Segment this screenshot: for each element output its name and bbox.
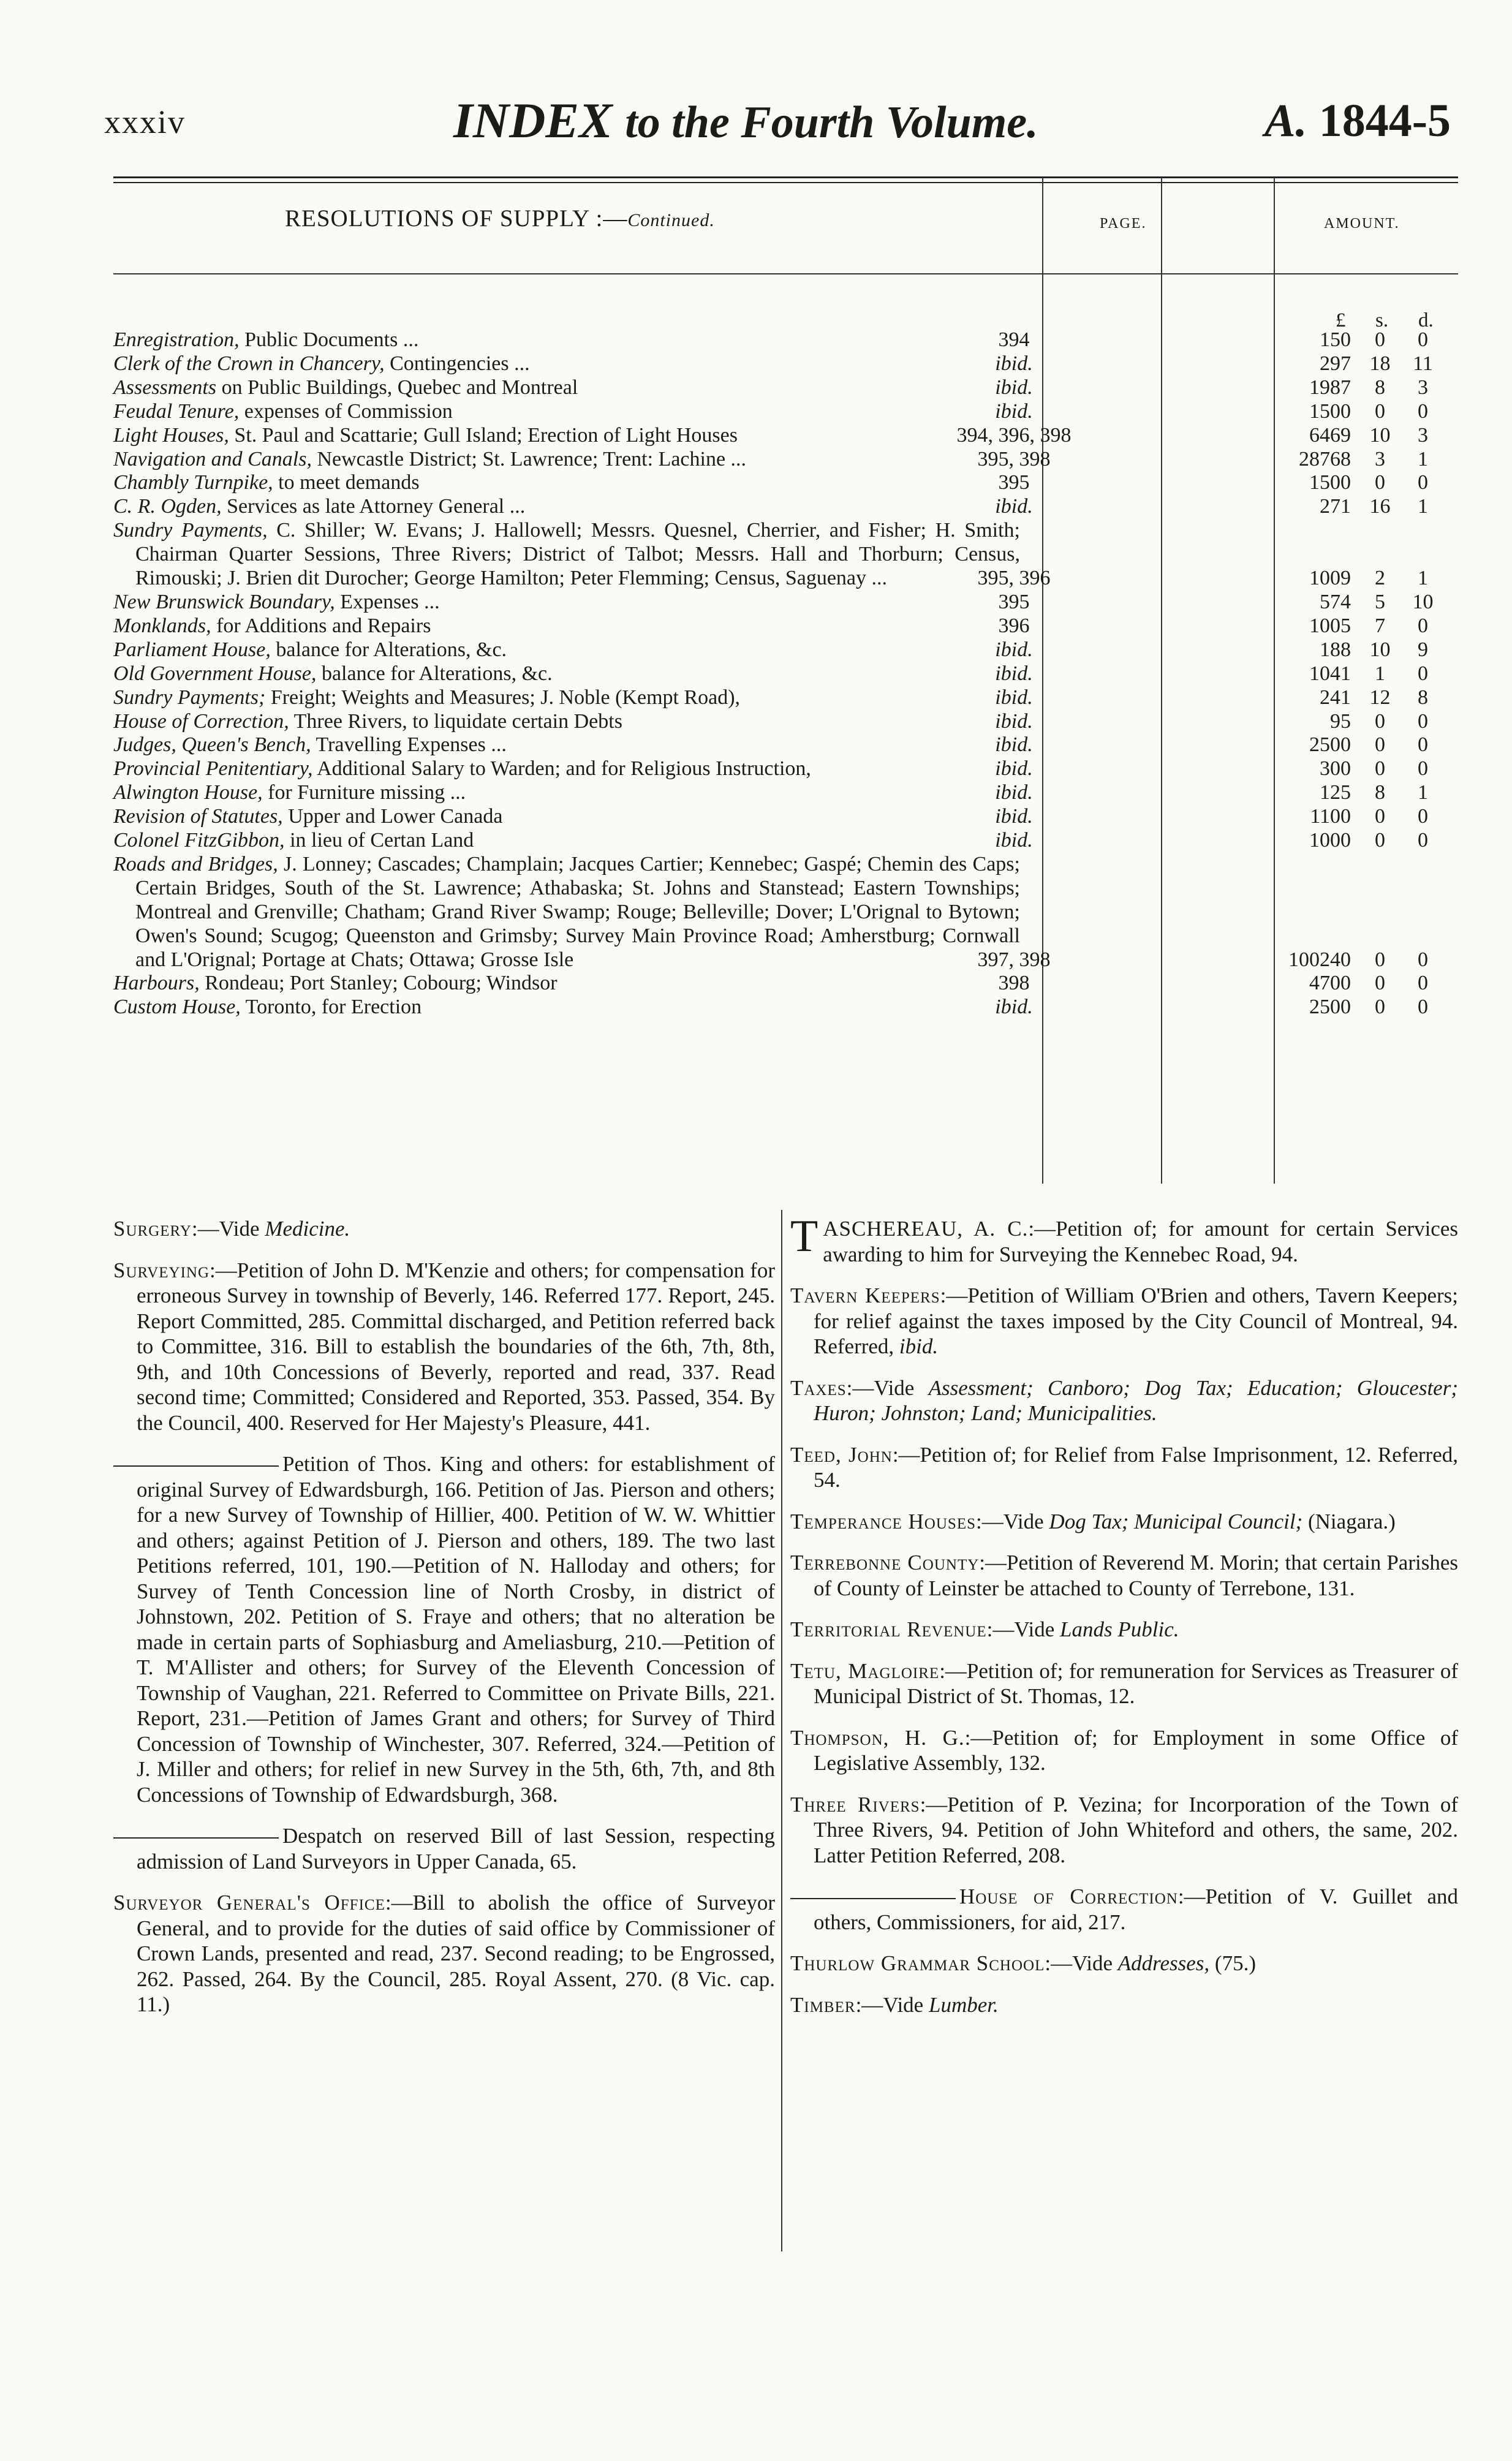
- entry-text: :—Vide: [191, 1217, 265, 1241]
- supply-row-text: for Furniture missing ...: [262, 781, 466, 804]
- entry-text: :—Vide: [1045, 1951, 1118, 1975]
- supply-row-description: [113, 328, 1020, 352]
- entry-heading: Temperance Houses: [790, 1509, 976, 1533]
- entry-text: :—Vide: [855, 1992, 929, 2017]
- entry-tail: (75.): [1209, 1951, 1256, 1975]
- supply-row: [113, 805, 1458, 829]
- supply-row: [113, 710, 1458, 734]
- entry-dash-rule: [113, 1465, 279, 1467]
- entry-reference-text: ibid.: [899, 1334, 939, 1358]
- supply-row: [113, 471, 1458, 495]
- supply-row: [113, 352, 1458, 376]
- supply-row-description: [113, 591, 1020, 614]
- supply-row-title: Chambly Turnpike,: [113, 471, 273, 494]
- supply-row-title: Roads and Bridges,: [113, 852, 278, 875]
- supply-row-shillings: 2: [1375, 567, 1385, 590]
- supply-row-pence: 0: [1418, 328, 1428, 351]
- supply-row: [113, 638, 1458, 662]
- supply-row-description: [113, 757, 1020, 781]
- supply-row-description: [113, 853, 1020, 972]
- supply-row-pounds: 100240: [1288, 948, 1351, 971]
- entry-heading: Surveying: [113, 1258, 210, 1282]
- entry-dash-rule: [790, 1898, 956, 1899]
- supply-row-description: [113, 686, 1020, 710]
- supply-row-pence: 10: [1412, 590, 1434, 613]
- entry-heading: Timber: [790, 1992, 856, 2017]
- title-index: INDEX: [453, 93, 613, 148]
- page-header: [86, 86, 1451, 159]
- index-entry: [790, 1442, 1458, 1493]
- entry-reference: [1049, 1510, 1302, 1533]
- entry-text: :—Vide: [986, 1617, 1060, 1641]
- supply-row-pounds: 188: [1320, 638, 1351, 661]
- supply-row-shillings: 0: [1375, 996, 1385, 1019]
- supply-row-pounds: 241: [1320, 686, 1351, 709]
- entry-text: :—Petition of; for remuneration for Services as Treasurer of Municipal District of St. Thomas, 12.: [814, 1658, 1458, 1708]
- supply-row-text: J. Lonney; Cascades; Champlain; Jacques Cartier; Kennebec; Gaspé; Chemin des Caps; Certain Bridges, South of the St. Lawrence; Athabaska; St. Johns and Stanstead; Eastern Townships; Montreal and Grenville; Chatham; Grand River Swamp; Rouge; Belleville; Dover; L'Orignal to Bytown; Owen's Sound; Scugog; Queenston and Grimsby; Survey Main Province Road; Amherstburg; Cornwall and L'Orignal; Portage at Chats; Ottawa; Grosse Isle: [135, 852, 1020, 971]
- supply-row-pounds: 1987: [1309, 376, 1351, 399]
- index-entry: [790, 1211, 1458, 1267]
- supply-row-shillings: 0: [1375, 972, 1385, 995]
- supply-row-page: ibid.: [995, 638, 1033, 661]
- supply-row-pence: 0: [1418, 948, 1428, 971]
- entry-text: :—Petition of William O'Brien and others, Tavern Keepers; for relief against the taxes imposed by the City Council of Montreal, 94. Referred,: [814, 1283, 1458, 1358]
- entry-reference-text: Addresses,: [1117, 1951, 1210, 1975]
- supply-row-pounds: 6469: [1309, 423, 1351, 447]
- supply-row: [113, 519, 1458, 591]
- entry-heading: Tavern Keepers: [790, 1283, 940, 1307]
- index-entry: [113, 1451, 775, 1807]
- supply-row: [113, 614, 1458, 638]
- supply-row-text: on Public Buildings, Quebec and Montreal: [216, 376, 578, 399]
- supply-row-text: balance for Alterations, &c.: [270, 638, 507, 661]
- supply-row-text: Travelling Expenses ...: [311, 733, 507, 757]
- supply-row-shillings: 3: [1375, 447, 1385, 471]
- supply-row-title: Alwington House,: [113, 781, 263, 804]
- entry-heading: Surgery: [113, 1217, 192, 1241]
- supply-row-page: 394: [998, 328, 1030, 351]
- table-header-rule: [113, 273, 1458, 274]
- supply-row-description: [113, 996, 1020, 1019]
- supply-row-text: Additional Salary to Warden; and for Religious Instruction,: [312, 757, 811, 781]
- supply-row-text: Upper and Lower Canada: [282, 805, 503, 828]
- supply-row-description: [113, 352, 1020, 376]
- supply-row: [113, 424, 1458, 448]
- supply-row-pounds: 125: [1320, 781, 1351, 804]
- supply-row-pounds: 2500: [1309, 996, 1351, 1019]
- supply-row-page: ibid.: [995, 686, 1033, 709]
- supply-row-page: ibid.: [995, 495, 1033, 518]
- entry-text: :—Petition of Reverend M. Morin; that certain Parishes of County of Leinster be attached to County of Terrebone, 131.: [814, 1551, 1458, 1600]
- supply-row-title: Old Government House,: [113, 662, 317, 685]
- supply-row-title: Harbours,: [113, 972, 200, 995]
- entry-reference-text: Lands Public.: [1060, 1617, 1179, 1641]
- supply-row: [113, 686, 1458, 710]
- supply-row-shillings: 12: [1369, 686, 1391, 709]
- supply-row-pence: 0: [1418, 709, 1428, 733]
- supply-row-description: [113, 614, 1020, 638]
- entry-text: :—Vide: [846, 1375, 929, 1400]
- supply-row-page: ibid.: [995, 805, 1033, 828]
- supply-row-text: C. Shiller; W. Evans; J. Hallowell; Messrs. Quesnel, Cherrier, and Fisher; H. Smith; Chairman Quarter Sessions, Three Rivers; District of Talbot; Messrs. Hall and Thorburn; Census, Rimouski; J. Brien dit Durocher; George Hamilton; Peter Flemming; Census, Saguenay ...: [135, 519, 1020, 590]
- index-entry: [790, 1375, 1458, 1426]
- entry-reference-text: Medicine.: [265, 1217, 350, 1241]
- supply-row-shillings: 7: [1375, 614, 1385, 637]
- supply-row: [113, 781, 1458, 805]
- supply-row: [113, 853, 1458, 972]
- entry-text: :—Bill to abolish the office of Surveyor General, and to provide for the duties of said office by Commissioner of Crown Lands, presented and read, 237. Second reading; to be Engrossed, 262. Passed, 264. By the Council, 285. Royal Assent, 270. (8 Vic. cap. 11.): [137, 1891, 775, 2016]
- entry-reference: [929, 1993, 999, 2017]
- entry-text: :—Petition of; for Employment in some Office of Legislative Assembly, 132.: [814, 1725, 1458, 1775]
- supply-row-shillings: 5: [1375, 590, 1385, 613]
- supply-row-pence: 3: [1418, 376, 1428, 399]
- supply-row: [113, 448, 1458, 472]
- supply-row-pounds: 1500: [1309, 399, 1351, 423]
- supply-row-pence: 0: [1418, 996, 1428, 1019]
- pence-header: d.: [1418, 309, 1434, 331]
- supply-row-title: Provincial Penitentiary,: [113, 757, 313, 781]
- supply-row-page: ibid.: [995, 733, 1033, 757]
- volume-year: [1264, 94, 1451, 148]
- supply-row-pence: 0: [1418, 662, 1428, 685]
- supply-row-page: ibid.: [995, 996, 1033, 1019]
- supply-row-page: ibid.: [995, 352, 1033, 375]
- entry-text: Despatch on reserved Bill of last Session, respecting admission of Land Surveyors in Upper Canada, 65.: [137, 1824, 775, 1873]
- supply-row-title: Sundry Payments,: [113, 519, 268, 542]
- supply-row-text: Services as late Attorney General ...: [221, 495, 526, 518]
- supply-row-page: 395: [998, 590, 1030, 613]
- supply-row-page: 395, 398: [977, 447, 1051, 471]
- supply-row-page: ibid.: [995, 709, 1033, 733]
- supply-row-page: 398: [998, 972, 1030, 995]
- supply-row: [113, 328, 1458, 352]
- supply-row-page: ibid.: [995, 781, 1033, 804]
- supply-row-pence: 1: [1418, 495, 1428, 518]
- entry-heading: ASCHEREAU, A. C.: [823, 1217, 1029, 1241]
- supply-row-text: for Additions and Repairs: [211, 614, 431, 637]
- supply-row-pence: 0: [1418, 471, 1428, 494]
- supply-row-page: 394, 396, 398: [956, 423, 1072, 447]
- entry-text: Petition of Thos. King and others: for establishment of original Survey of Edwardsburgh, 166. Petition of Jas. Pierson and others; for a new Survey of Township of Hillier, 400. Petition of W. W. Whittier and others; against Petition of J. Pierson and others, 189. The two last Petitions referred, 101, 190.—Petition of N. Halloday and others; for Survey of Tenth Concession line of North Crosby, in district of Johnstown, 202. Petition of S. Fraye and others; that no alteration be made in certain parts of Sophiasburg and Ameliasburg, 210.—Petition of T. M'Allister and others; for Survey of the Eleventh Concession of Township of Vaughan, 221. Referred to Committee on Private Bills, 221. Report, 231.—Petition of James Grant and others; for Survey of Third Concession of Township of Winchester, 307. Referred, 324.—Petition of J. Miller and others; for relief in new Survey in the 5th, 6th, 7th, and 8th Concessions of Township of Edwardsburgh, 368.: [137, 1452, 775, 1807]
- index-entry: [790, 1725, 1458, 1776]
- year-value: 1844-5: [1318, 95, 1451, 146]
- supply-row-text: St. Paul and Scattarie; Gull Island; Erection of Light Houses: [229, 423, 738, 447]
- supply-row-title: Light Houses,: [113, 423, 229, 447]
- supply-row: [113, 400, 1458, 424]
- supply-row-title: C. R. Ogden,: [113, 495, 222, 518]
- supply-heading-text: RESOLUTIONS OF SUPPLY :—: [285, 205, 628, 232]
- supply-row-pounds: 1100: [1310, 805, 1351, 828]
- supply-row-text: Contingencies ...: [384, 352, 530, 375]
- index-entry: [790, 1792, 1458, 1869]
- supply-row-text: Three Rivers, to liquidate certain Debts: [289, 709, 622, 733]
- supply-row-title: Navigation and Canals,: [113, 447, 312, 471]
- supply-row-pence: 9: [1418, 638, 1428, 661]
- supply-row-pence: 1: [1418, 567, 1428, 590]
- supply-row-pence: 3: [1418, 423, 1428, 447]
- entry-reference: [899, 1334, 938, 1358]
- entry-heading: Taxes: [790, 1375, 847, 1400]
- supply-row-shillings: 18: [1369, 352, 1391, 375]
- entry-text: :—Vide: [976, 1509, 1049, 1533]
- index-left-column: [113, 1216, 775, 2033]
- index-entry: [113, 1823, 775, 1874]
- supply-row-description: [113, 519, 1020, 591]
- supply-row-page: ibid.: [995, 399, 1033, 423]
- index-right-column: [790, 1211, 1459, 2033]
- supply-row-pence: 0: [1418, 733, 1428, 757]
- supply-row-pounds: 95: [1330, 709, 1351, 733]
- supply-row-pounds: 150: [1320, 328, 1351, 351]
- page-title: [453, 92, 1038, 149]
- supply-heading-continued: Continued.: [627, 210, 715, 230]
- supply-row-text: to meet demands: [273, 471, 420, 494]
- entry-heading: Thompson, H. G.: [790, 1725, 965, 1750]
- supply-row-description: [113, 424, 1020, 448]
- supply-rows: [113, 328, 1458, 1019]
- entry-heading: Tetu, Magloire: [790, 1658, 940, 1683]
- supply-row-page: 395, 396: [977, 567, 1051, 590]
- entry-text: :—Petition of P. Vezina; for Incorporation of the Town of Three Rivers, 94. Petition of John Whiteford and others, the same, 202. Latter Petition Referred, 208.: [814, 1792, 1459, 1867]
- supply-table: [113, 178, 1458, 1184]
- supply-row-pounds: 1005: [1309, 614, 1351, 637]
- supply-row-pence: 0: [1418, 972, 1428, 995]
- supply-row: [113, 972, 1458, 996]
- entry-reference-text: Lumber.: [928, 1992, 999, 2017]
- supply-row-description: [113, 781, 1020, 805]
- supply-row-description: [113, 733, 1020, 757]
- entry-heading: Surveyor General's Office: [113, 1891, 385, 1915]
- page-number: xxxiv: [104, 104, 186, 140]
- supply-row-pounds: 271: [1320, 495, 1351, 518]
- supply-row-pence: 0: [1418, 757, 1428, 781]
- supply-row-description: [113, 376, 1020, 400]
- supply-row-text: Expenses ...: [335, 590, 440, 613]
- supply-row-description: [113, 829, 1020, 853]
- supply-row-text: in lieu of Certan Land: [284, 829, 474, 852]
- supply-row-title: Enregistration,: [113, 328, 240, 351]
- supply-row-pence: 1: [1418, 781, 1428, 804]
- supply-row: [113, 829, 1458, 853]
- index-entry: [790, 1283, 1458, 1359]
- supply-row-title: Sundry Payments;: [113, 686, 266, 709]
- supply-row-pence: 0: [1418, 399, 1428, 423]
- column-divider: [781, 1210, 782, 2251]
- supply-row-text: Freight; Weights and Measures; J. Noble (Kempt Road),: [265, 686, 741, 709]
- supply-row-pounds: 2500: [1309, 733, 1351, 757]
- entry-heading: Teed, John: [790, 1442, 893, 1467]
- supply-row-shillings: 0: [1375, 399, 1385, 423]
- entry-heading: Thurlow Grammar School: [790, 1951, 1045, 1975]
- supply-row-description: [113, 448, 1020, 472]
- year-letter: A.: [1264, 95, 1307, 146]
- supply-row-pounds: 297: [1320, 352, 1351, 375]
- supply-row-description: [113, 972, 1020, 996]
- supply-row-shillings: 0: [1375, 328, 1385, 351]
- entry-tail: (Niagara.): [1302, 1509, 1396, 1533]
- supply-row-text: Toronto, for Erection: [240, 996, 422, 1019]
- entry-subheading: House of Correction: [959, 1884, 1178, 1908]
- supply-row-shillings: 0: [1375, 829, 1385, 852]
- supply-row-text: Rondeau; Port Stanley; Cobourg; Windsor: [199, 972, 558, 995]
- supply-row-pence: 0: [1418, 805, 1428, 828]
- supply-row-shillings: 0: [1375, 733, 1385, 757]
- entry-reference-text: Dog Tax; Municipal Council;: [1049, 1509, 1303, 1533]
- supply-row-text: Newcastle District; St. Lawrence; Trent: Lachine ...: [311, 447, 747, 471]
- supply-row-title: Judges, Queen's Bench,: [113, 733, 311, 757]
- pounds-header: £: [1336, 309, 1346, 331]
- supply-row-shillings: 16: [1369, 495, 1391, 518]
- supply-row-shillings: 0: [1375, 709, 1385, 733]
- entry-dash-rule: [113, 1837, 279, 1839]
- supply-row: [113, 996, 1458, 1019]
- supply-row-pounds: 1041: [1309, 662, 1351, 685]
- supply-row: [113, 662, 1458, 686]
- supply-row-pence: 0: [1418, 829, 1428, 852]
- entry-text: :—Petition of; for amount for certain Services awarding to him for Surveying the Kennebec Road, 94.: [823, 1217, 1458, 1266]
- entry-reference: [265, 1217, 350, 1241]
- title-rest: to the Fourth Volume.: [625, 97, 1038, 148]
- amount-column-header: AMOUNT.: [1324, 216, 1400, 232]
- supply-row: [113, 733, 1458, 757]
- supply-row-pence: 11: [1413, 352, 1433, 375]
- supply-row-description: [113, 662, 1020, 686]
- supply-row-shillings: 10: [1369, 423, 1391, 447]
- supply-row-page: ibid.: [995, 757, 1033, 781]
- supply-row-title: Monklands,: [113, 614, 211, 637]
- supply-row-pence: 8: [1418, 686, 1428, 709]
- supply-row-title: Revision of Statutes,: [113, 805, 283, 828]
- supply-row-pounds: 28768: [1299, 447, 1351, 471]
- supply-row-pence: 1: [1418, 447, 1428, 471]
- supply-row-text: Public Documents ...: [239, 328, 419, 351]
- supply-row-description: [113, 638, 1020, 662]
- supply-row: [113, 376, 1458, 400]
- index-entry: [790, 1550, 1458, 1601]
- index-entry: [113, 1258, 775, 1436]
- supply-row-shillings: 0: [1375, 471, 1385, 494]
- index-entry: [790, 1617, 1458, 1643]
- entry-reference: [1118, 1951, 1209, 1975]
- supply-row-title: Assessments: [113, 376, 217, 399]
- supply-row-description: [113, 400, 1020, 424]
- supply-row-title: Colonel FitzGibbon,: [113, 829, 285, 852]
- supply-row-title: Feudal Tenure,: [113, 399, 240, 423]
- entry-reference-text: Assessment; Canboro; Dog Tax; Education; Gloucester; Huron; Johnston; Land; Municipalities.: [814, 1375, 1458, 1425]
- index-entry: [790, 1509, 1458, 1535]
- supply-row-description: [113, 495, 1020, 519]
- entry-initial: T: [790, 1211, 818, 1261]
- supply-row-description: [113, 471, 1020, 495]
- supply-row-title: New Brunswick Boundary,: [113, 590, 335, 613]
- supply-row-page: ibid.: [995, 662, 1033, 685]
- supply-row: [113, 495, 1458, 519]
- supply-row: [113, 591, 1458, 614]
- index-entry: [790, 1992, 1458, 2018]
- index-entry: [790, 1884, 1458, 1935]
- entry-reference: [1060, 1617, 1179, 1641]
- supply-row-pounds: 1009: [1309, 567, 1351, 590]
- supply-row-description: [113, 805, 1020, 829]
- supply-row-page: 396: [998, 614, 1030, 637]
- supply-row-shillings: 0: [1375, 948, 1385, 971]
- supply-row-shillings: 1: [1375, 662, 1385, 685]
- supply-row-shillings: 8: [1375, 376, 1385, 399]
- supply-row-title: Parliament House,: [113, 638, 271, 661]
- supply-row-shillings: 10: [1369, 638, 1391, 661]
- supply-row-description: [113, 710, 1020, 734]
- supply-row-pounds: 1500: [1309, 471, 1351, 494]
- supply-row-page: 397, 398: [977, 948, 1051, 971]
- supply-row-pounds: 300: [1320, 757, 1351, 781]
- entry-text: :—Petition of V. Guillet and others, Commissioners, for aid, 217.: [814, 1884, 1458, 1934]
- supply-row-shillings: 0: [1375, 757, 1385, 781]
- supply-row: [113, 757, 1458, 781]
- index-entry: [113, 1216, 775, 1242]
- supply-row-page: 395: [998, 471, 1030, 494]
- shillings-header: s.: [1375, 309, 1389, 331]
- supply-row-text: balance for Alterations, &c.: [316, 662, 553, 685]
- supply-row-pounds: 574: [1320, 590, 1351, 613]
- supply-row-text: expenses of Commission: [239, 399, 453, 423]
- supply-row-title: Custom House,: [113, 996, 241, 1019]
- entry-heading: Three Rivers: [790, 1792, 920, 1816]
- supply-row-title: House of Correction,: [113, 709, 289, 733]
- entry-heading: Territorial Revenue: [790, 1617, 987, 1641]
- index-entry: [790, 1951, 1458, 1976]
- supply-row-pence: 0: [1418, 614, 1428, 637]
- supply-row-pounds: 1000: [1309, 829, 1351, 852]
- supply-row-page: ibid.: [995, 829, 1033, 852]
- supply-row-shillings: 8: [1375, 781, 1385, 804]
- supply-row-page: ibid.: [995, 376, 1033, 399]
- index-entry: [790, 1658, 1458, 1709]
- index-entry: [113, 1890, 775, 2017]
- entry-heading: Terrebonne County: [790, 1551, 980, 1575]
- page-column-header: PAGE.: [1100, 216, 1147, 232]
- supply-row-pounds: 4700: [1309, 972, 1351, 995]
- supply-heading: [285, 205, 715, 232]
- supply-row-shillings: 0: [1375, 805, 1385, 828]
- entry-text: :—Petition of John D. M'Kenzie and others; for compensation for erroneous Survey in township of Beverly, 146. Referred 177. Report, 245. Report Committed, 285. Committal discharged, and Petition referred back to Committee, 316. Bill to establish the boundaries of the 6th, 7th, 8th, 9th, and 10th Concessions of Beverly, reported and read, 337. Read second time; Committed; Considered and Reported, 353. Passed, 354. By the Council, 400. Reserved for Her Majesty's Pleasure, 441.: [137, 1258, 775, 1435]
- entry-text: :—Petition of; for Relief from False Imprisonment, 12. Referred, 54.: [814, 1442, 1458, 1492]
- supply-row-title: Clerk of the Crown in Chancery,: [113, 352, 385, 375]
